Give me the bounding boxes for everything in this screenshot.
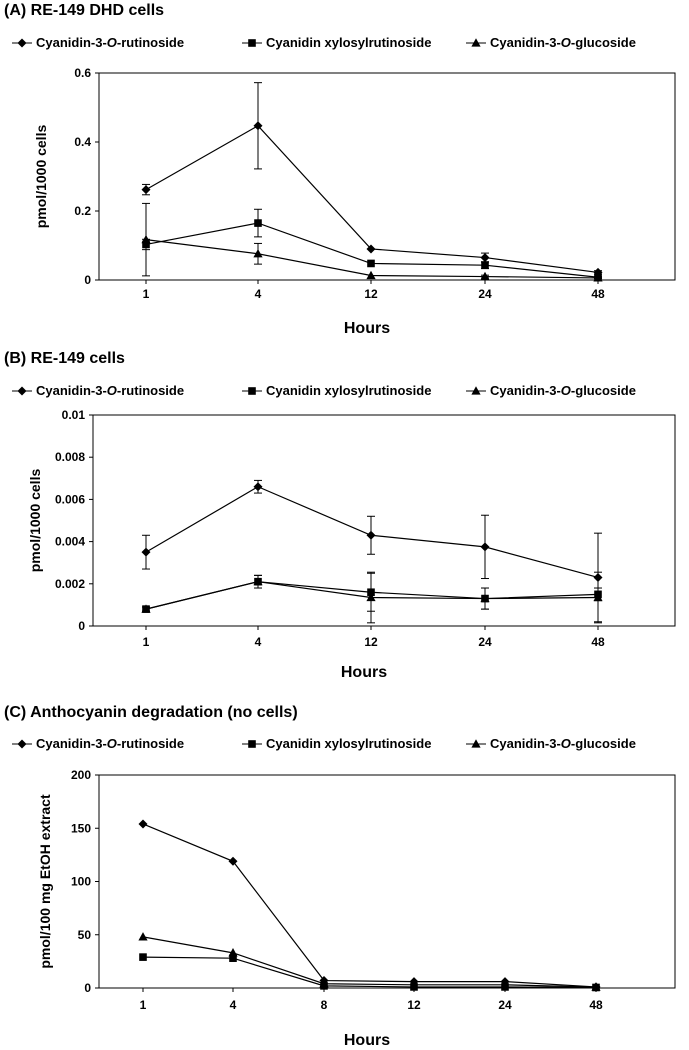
legend-label: Cyanidin-3-O-glucoside bbox=[490, 736, 636, 751]
data-point-diamond bbox=[139, 819, 148, 828]
legend-marker-diamond bbox=[18, 387, 27, 396]
y-axis-label: pmol/1000 cells bbox=[33, 124, 49, 229]
legend-marker-square bbox=[248, 387, 256, 395]
x-tick-label: 4 bbox=[229, 998, 237, 1012]
legend-label: Cyanidin xylosylrutinoside bbox=[266, 736, 432, 751]
chart-panel-3 bbox=[4, 704, 675, 1049]
series-triangle bbox=[138, 932, 600, 991]
x-axis-label: Hours bbox=[340, 664, 388, 681]
x-tick-label: 12 bbox=[364, 287, 378, 301]
legend-marker-square bbox=[248, 740, 256, 748]
legend-marker-square bbox=[248, 39, 256, 47]
y-tick-label: 100 bbox=[70, 874, 91, 889]
legend-label: Cyanidin-3-O-rutinoside bbox=[36, 383, 185, 398]
data-point-diamond bbox=[481, 253, 490, 262]
x-tick-label: 4 bbox=[254, 287, 262, 301]
y-tick-label: 0.002 bbox=[54, 576, 85, 591]
series-line bbox=[143, 824, 596, 987]
legend bbox=[12, 736, 636, 751]
x-tick-label: 8 bbox=[320, 998, 328, 1012]
legend-label: Cyanidin-3-O-glucoside bbox=[490, 35, 636, 50]
legend-marker-diamond bbox=[18, 39, 27, 48]
chart-title: (A) RE-149 DHD cells bbox=[4, 2, 165, 19]
series-square bbox=[142, 209, 602, 281]
x-tick-label: 1 bbox=[142, 287, 150, 301]
legend-marker-diamond bbox=[18, 740, 27, 749]
legend-label: Cyanidin xylosylrutinoside bbox=[266, 383, 432, 398]
y-tick-label: 0.2 bbox=[74, 204, 91, 218]
legend-label: Cyanidin-3-O-rutinoside bbox=[36, 736, 185, 751]
legend-label: Cyanidin xylosylrutinoside bbox=[266, 35, 432, 50]
x-tick-label: 48 bbox=[589, 998, 603, 1012]
data-point-diamond bbox=[142, 185, 151, 194]
x-tick-label: 24 bbox=[498, 998, 512, 1012]
data-point-diamond bbox=[367, 531, 376, 540]
chart-panel-1 bbox=[4, 2, 675, 337]
y-tick-label: 0.004 bbox=[54, 534, 85, 549]
legend bbox=[12, 35, 636, 50]
x-axis-label: Hours bbox=[343, 320, 391, 337]
y-tick-label: 0 bbox=[84, 981, 91, 995]
plot-frame bbox=[99, 775, 675, 988]
x-tick-label: 1 bbox=[142, 635, 150, 649]
series-line bbox=[146, 240, 598, 278]
x-tick-label: 48 bbox=[591, 287, 605, 301]
x-axis-label: Hours bbox=[343, 1032, 391, 1049]
chart-title: (B) RE-149 cells bbox=[4, 350, 125, 367]
y-axis-label: pmol/100 mg EtOH extract bbox=[37, 794, 53, 969]
data-point-square bbox=[254, 219, 262, 227]
y-tick-label: 50 bbox=[77, 927, 91, 942]
series-triangle bbox=[141, 572, 602, 623]
y-tick-label: 0.008 bbox=[54, 450, 85, 465]
chart-title: (C) Anthocyanin degradation (no cells) bbox=[4, 704, 298, 721]
series-line bbox=[143, 937, 596, 987]
y-tick-label: 0 bbox=[78, 619, 85, 633]
x-tick-label: 24 bbox=[478, 287, 492, 301]
series-diamond bbox=[139, 819, 601, 991]
x-tick-label: 4 bbox=[254, 635, 262, 649]
legend-label: Cyanidin-3-O-rutinoside bbox=[36, 35, 185, 50]
y-tick-label: 0.4 bbox=[74, 135, 91, 149]
y-tick-label: 0 bbox=[84, 273, 91, 287]
plot-frame bbox=[99, 73, 675, 280]
y-tick-label: 0.006 bbox=[54, 492, 85, 507]
x-tick-label: 12 bbox=[407, 998, 421, 1012]
legend-marker-triangle bbox=[471, 38, 480, 46]
data-point-square bbox=[481, 261, 489, 269]
data-point-diamond bbox=[481, 542, 490, 551]
data-point-square bbox=[139, 953, 147, 961]
data-point-diamond bbox=[142, 548, 151, 557]
legend-label: Cyanidin-3-O-glucoside bbox=[490, 383, 636, 398]
data-point-square bbox=[367, 260, 375, 268]
y-axis-label: pmol/1000 cells bbox=[27, 468, 43, 573]
x-tick-label: 48 bbox=[591, 635, 605, 649]
legend-marker-triangle bbox=[471, 739, 480, 747]
x-tick-label: 24 bbox=[478, 635, 492, 649]
legend bbox=[12, 383, 636, 398]
x-tick-label: 12 bbox=[364, 635, 378, 649]
data-point-diamond bbox=[254, 482, 263, 491]
x-tick-label: 1 bbox=[139, 998, 147, 1012]
y-tick-label: 200 bbox=[70, 768, 91, 782]
chart-panel-2 bbox=[4, 350, 675, 681]
legend-marker-triangle bbox=[471, 386, 480, 394]
y-tick-label: 150 bbox=[70, 821, 91, 836]
y-tick-label: 0.01 bbox=[61, 408, 85, 422]
data-point-triangle bbox=[138, 932, 147, 940]
y-tick-label: 0.6 bbox=[74, 66, 91, 80]
